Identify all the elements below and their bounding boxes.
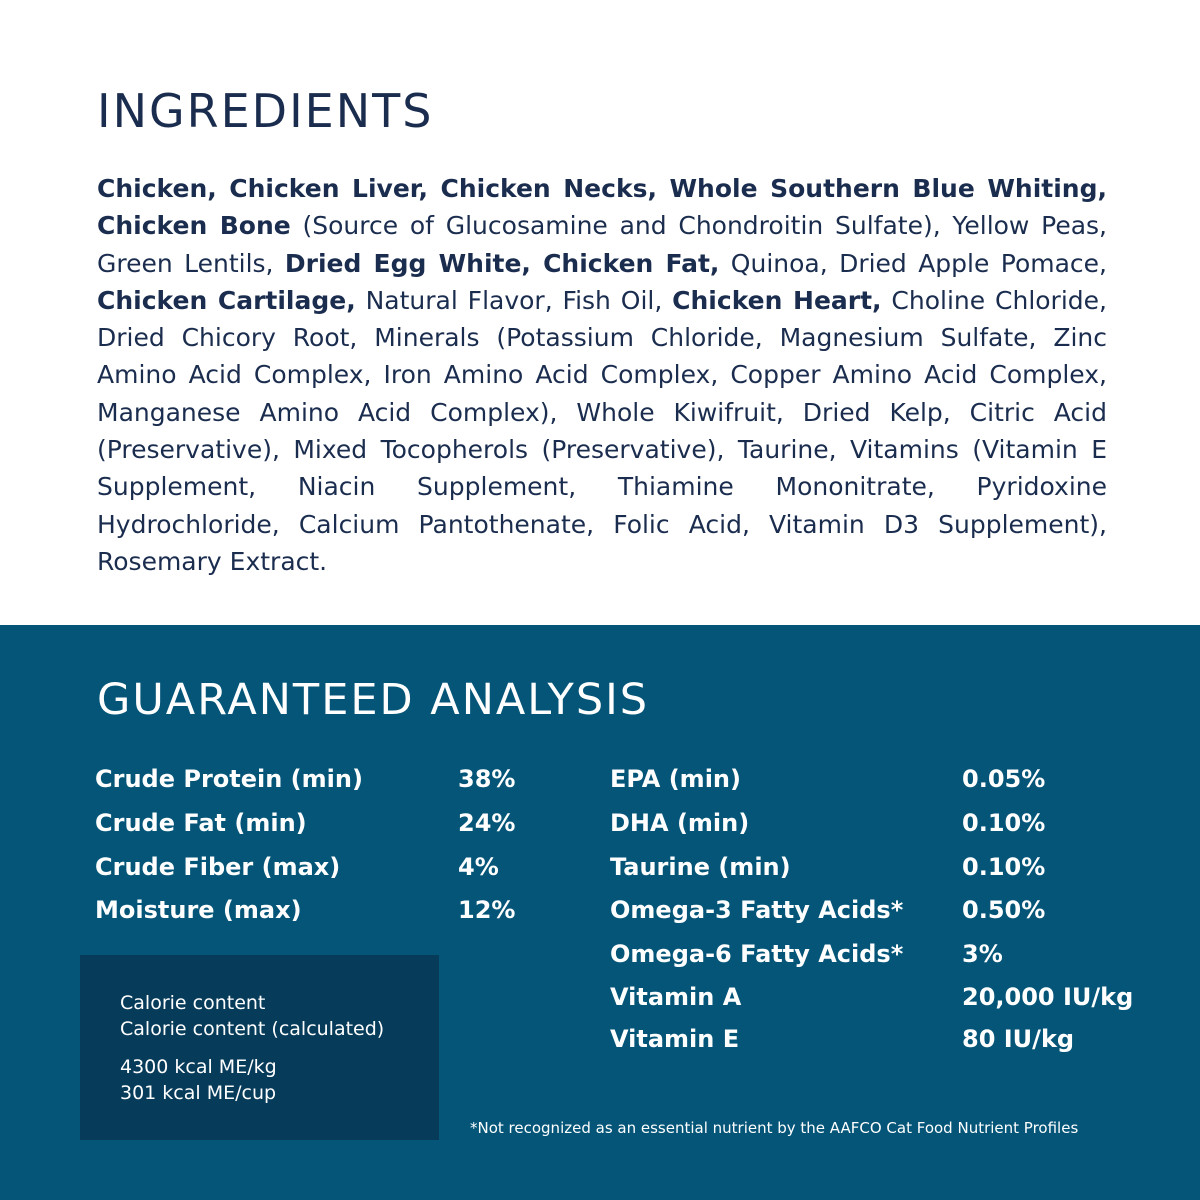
nutrient-label: Crude Fiber (max) [95,853,341,881]
nutrient-value: 4% [458,853,499,881]
ingredient-bold-segment: Dried Egg White, Chicken Fat, [284,248,720,278]
nutrient-value: 38% [458,765,516,793]
ingredients-list [97,170,1107,580]
nutrient-label: Omega-3 Fatty Acids* [610,896,904,924]
calorie-label: Calorie content [120,992,266,1014]
nutrient-label: Vitamin E [610,1025,740,1053]
nutrient-value: 24% [458,809,516,837]
calorie-calculated-label: Calorie content (calculated) [120,1018,385,1040]
ingredient-segment: (Source of Glucosamine and Chondroitin Sulfate), Yellow Peas, Green Lentils, [97,211,1107,278]
nutrient-label: Crude Fat (min) [95,809,307,837]
analysis-title: GUARANTEED ANALYSIS [97,675,650,725]
nutrient-value: 0.10% [962,853,1046,881]
nutrient-value: 0.05% [962,765,1046,793]
ingredient-bold-segment: Chicken, Chicken Liver, Chicken Necks, Whole Southern Blue Whiting, Chicken Bone [97,174,1107,241]
calorie-content-box [80,955,439,1140]
ingredient-segment: Natural Flavor, Fish Oil, [355,285,673,315]
nutrient-label: Vitamin A [610,983,742,1011]
nutrient-label: Taurine (min) [610,853,791,881]
ingredients-title: INGREDIENTS [97,84,434,138]
nutrient-label: Crude Protein (min) [95,765,363,793]
calorie-per-cup: 301 kcal ME/cup [120,1082,277,1104]
ingredient-segment: Choline Chloride, Dried Chicory Root, Minerals (Potassium Chloride, Magnesium Sulfate, Zinc Amino Acid Complex, Iron Amino Acid Complex, Copper Amino Acid Complex, Manganese Amino Acid Complex), Whole Kiwifruit, Dried Kelp, Citric Acid (Preservative), Mixed Tocopherols (Preservative), Taurine, Vitamins (Vitamin E Supplement, Niacin Supplement, Thiamine Mononitrate, Pyridoxine Hydrochloride, Calcium Pantothenate, Folic Acid, Vitamin D3 Supplement), Rosemary Extract. [97,285,1107,576]
ingredient-segment: Quinoa, Dried Apple Pomace, [719,248,1107,278]
aafco-footnote: *Not recognized as an essential nutrient by the AAFCO Cat Food Nutrient Profiles [470,1119,1079,1137]
nutrient-value: 0.50% [962,896,1046,924]
nutrient-value: 3% [962,940,1003,968]
nutrient-label: DHA (min) [610,809,750,837]
ingredient-bold-segment: Chicken Cartilage, [97,285,356,315]
nutrient-label: Moisture (max) [95,896,302,924]
nutrient-label: Omega-6 Fatty Acids* [610,940,904,968]
nutrient-value: 80 IU/kg [962,1025,1075,1053]
nutrient-value: 20,000 IU/kg [962,983,1134,1011]
guaranteed-analysis-section [0,625,1200,1200]
calorie-per-kg: 4300 kcal ME/kg [120,1056,277,1078]
nutrient-value: 12% [458,896,516,924]
nutrient-value: 0.10% [962,809,1046,837]
ingredient-bold-segment: Chicken Heart, [672,285,882,315]
nutrient-label: EPA (min) [610,765,741,793]
